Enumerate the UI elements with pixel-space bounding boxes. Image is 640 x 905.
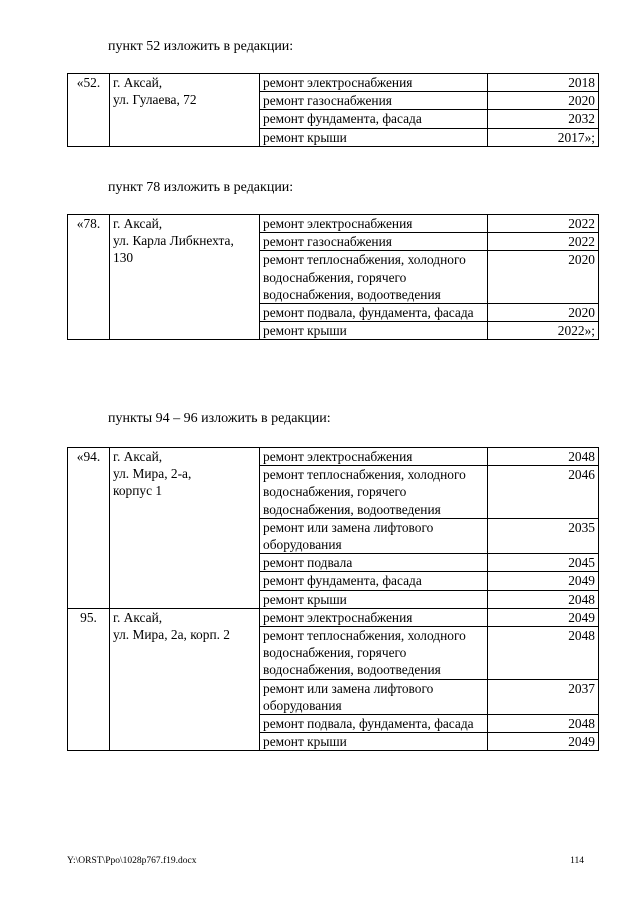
work-type: ремонт или замена лифтового оборудования: [260, 518, 488, 553]
work-year: 2022»;: [488, 322, 599, 340]
work-type: ремонт газоснабжения: [260, 92, 488, 110]
work-type: ремонт газоснабжения: [260, 233, 488, 251]
footer-file-path: Y:\ORST\Ppo\1028p767.f19.docx: [67, 856, 197, 866]
work-type: ремонт фундамента, фасада: [260, 572, 488, 590]
work-type: ремонт электроснабжения: [260, 448, 488, 466]
work-type: ремонт крыши: [260, 322, 488, 340]
item-number: «78.: [68, 215, 110, 340]
table-row: [68, 448, 599, 466]
item-number: «52.: [68, 74, 110, 147]
section-table-52: [67, 73, 599, 147]
work-year: 2046: [488, 466, 599, 519]
work-type: ремонт теплоснабжения, холодного водоснабжения, горячего водоснабжения, водоотведения: [260, 627, 488, 680]
item-number: «94.: [68, 448, 110, 609]
work-type: ремонт подвала, фундамента, фасада: [260, 304, 488, 322]
work-year: 2020: [488, 251, 599, 304]
work-type: ремонт подвала: [260, 554, 488, 572]
address-cell: [110, 74, 260, 147]
work-year: 2048: [488, 715, 599, 733]
address-cell: [110, 215, 260, 340]
section-heading-94-96: пункты 94 – 96 изложить в редакции:: [108, 411, 331, 426]
work-type: ремонт подвала, фундамента, фасада: [260, 715, 488, 733]
table-row: [68, 608, 599, 626]
work-year: 2048: [488, 448, 599, 466]
work-type: ремонт электроснабжения: [260, 215, 488, 233]
section-heading-78: пункт 78 изложить в редакции:: [108, 180, 294, 195]
address-line: г. Аксай,: [113, 609, 163, 625]
address-line: г. Аксай,: [113, 75, 163, 90]
address-line: ул. Гулаева, 72: [113, 92, 197, 108]
address-cell: [110, 608, 260, 751]
work-year: 2045: [488, 554, 599, 572]
page-number: 114: [570, 856, 584, 866]
work-year: 2035: [488, 518, 599, 553]
work-year: 2049: [488, 572, 599, 590]
address-line: 130: [113, 250, 134, 266]
address-line: г. Аксай,: [113, 216, 163, 231]
work-type: ремонт крыши: [260, 128, 488, 146]
work-type: ремонт теплоснабжения, холодного водоснабжения, горячего водоснабжения, водоотведения: [260, 466, 488, 519]
work-year: 2022: [488, 215, 599, 233]
work-type: ремонт или замена лифтового оборудования: [260, 679, 488, 714]
address-line: ул. Карла Либкнехта,: [113, 233, 234, 249]
address-line: г. Аксай,: [113, 449, 163, 464]
item-number: 95.: [68, 608, 110, 751]
work-type: ремонт теплоснабжения, холодного водоснабжения, горячего водоснабжения, водоотведения: [260, 251, 488, 304]
work-type: ремонт крыши: [260, 733, 488, 751]
address-line: ул. Мира, 2-а,: [113, 466, 192, 482]
work-year: 2022: [488, 233, 599, 251]
work-year: 2049: [488, 733, 599, 751]
work-type: ремонт фундамента, фасада: [260, 110, 488, 128]
work-type: ремонт электроснабжения: [260, 74, 488, 92]
work-year: 2049: [488, 608, 599, 626]
section-heading-52: пункт 52 изложить в редакции:: [108, 39, 294, 54]
work-year: 2032: [488, 110, 599, 128]
section-table-78: [67, 214, 599, 340]
work-year: 2017»;: [488, 128, 599, 146]
table-row: [68, 74, 599, 92]
work-type: ремонт крыши: [260, 590, 488, 608]
work-year: 2048: [488, 627, 599, 680]
address-line: ул. Мира, 2а, корп. 2: [113, 627, 230, 643]
section-table-94-96: [67, 447, 599, 751]
table-row: [68, 215, 599, 233]
work-year: 2020: [488, 304, 599, 322]
address-cell: [110, 448, 260, 609]
address-line: корпус 1: [113, 483, 163, 499]
work-year: 2048: [488, 590, 599, 608]
work-year: 2018: [488, 74, 599, 92]
work-year: 2037: [488, 679, 599, 714]
work-type: ремонт электроснабжения: [260, 608, 488, 626]
work-year: 2020: [488, 92, 599, 110]
